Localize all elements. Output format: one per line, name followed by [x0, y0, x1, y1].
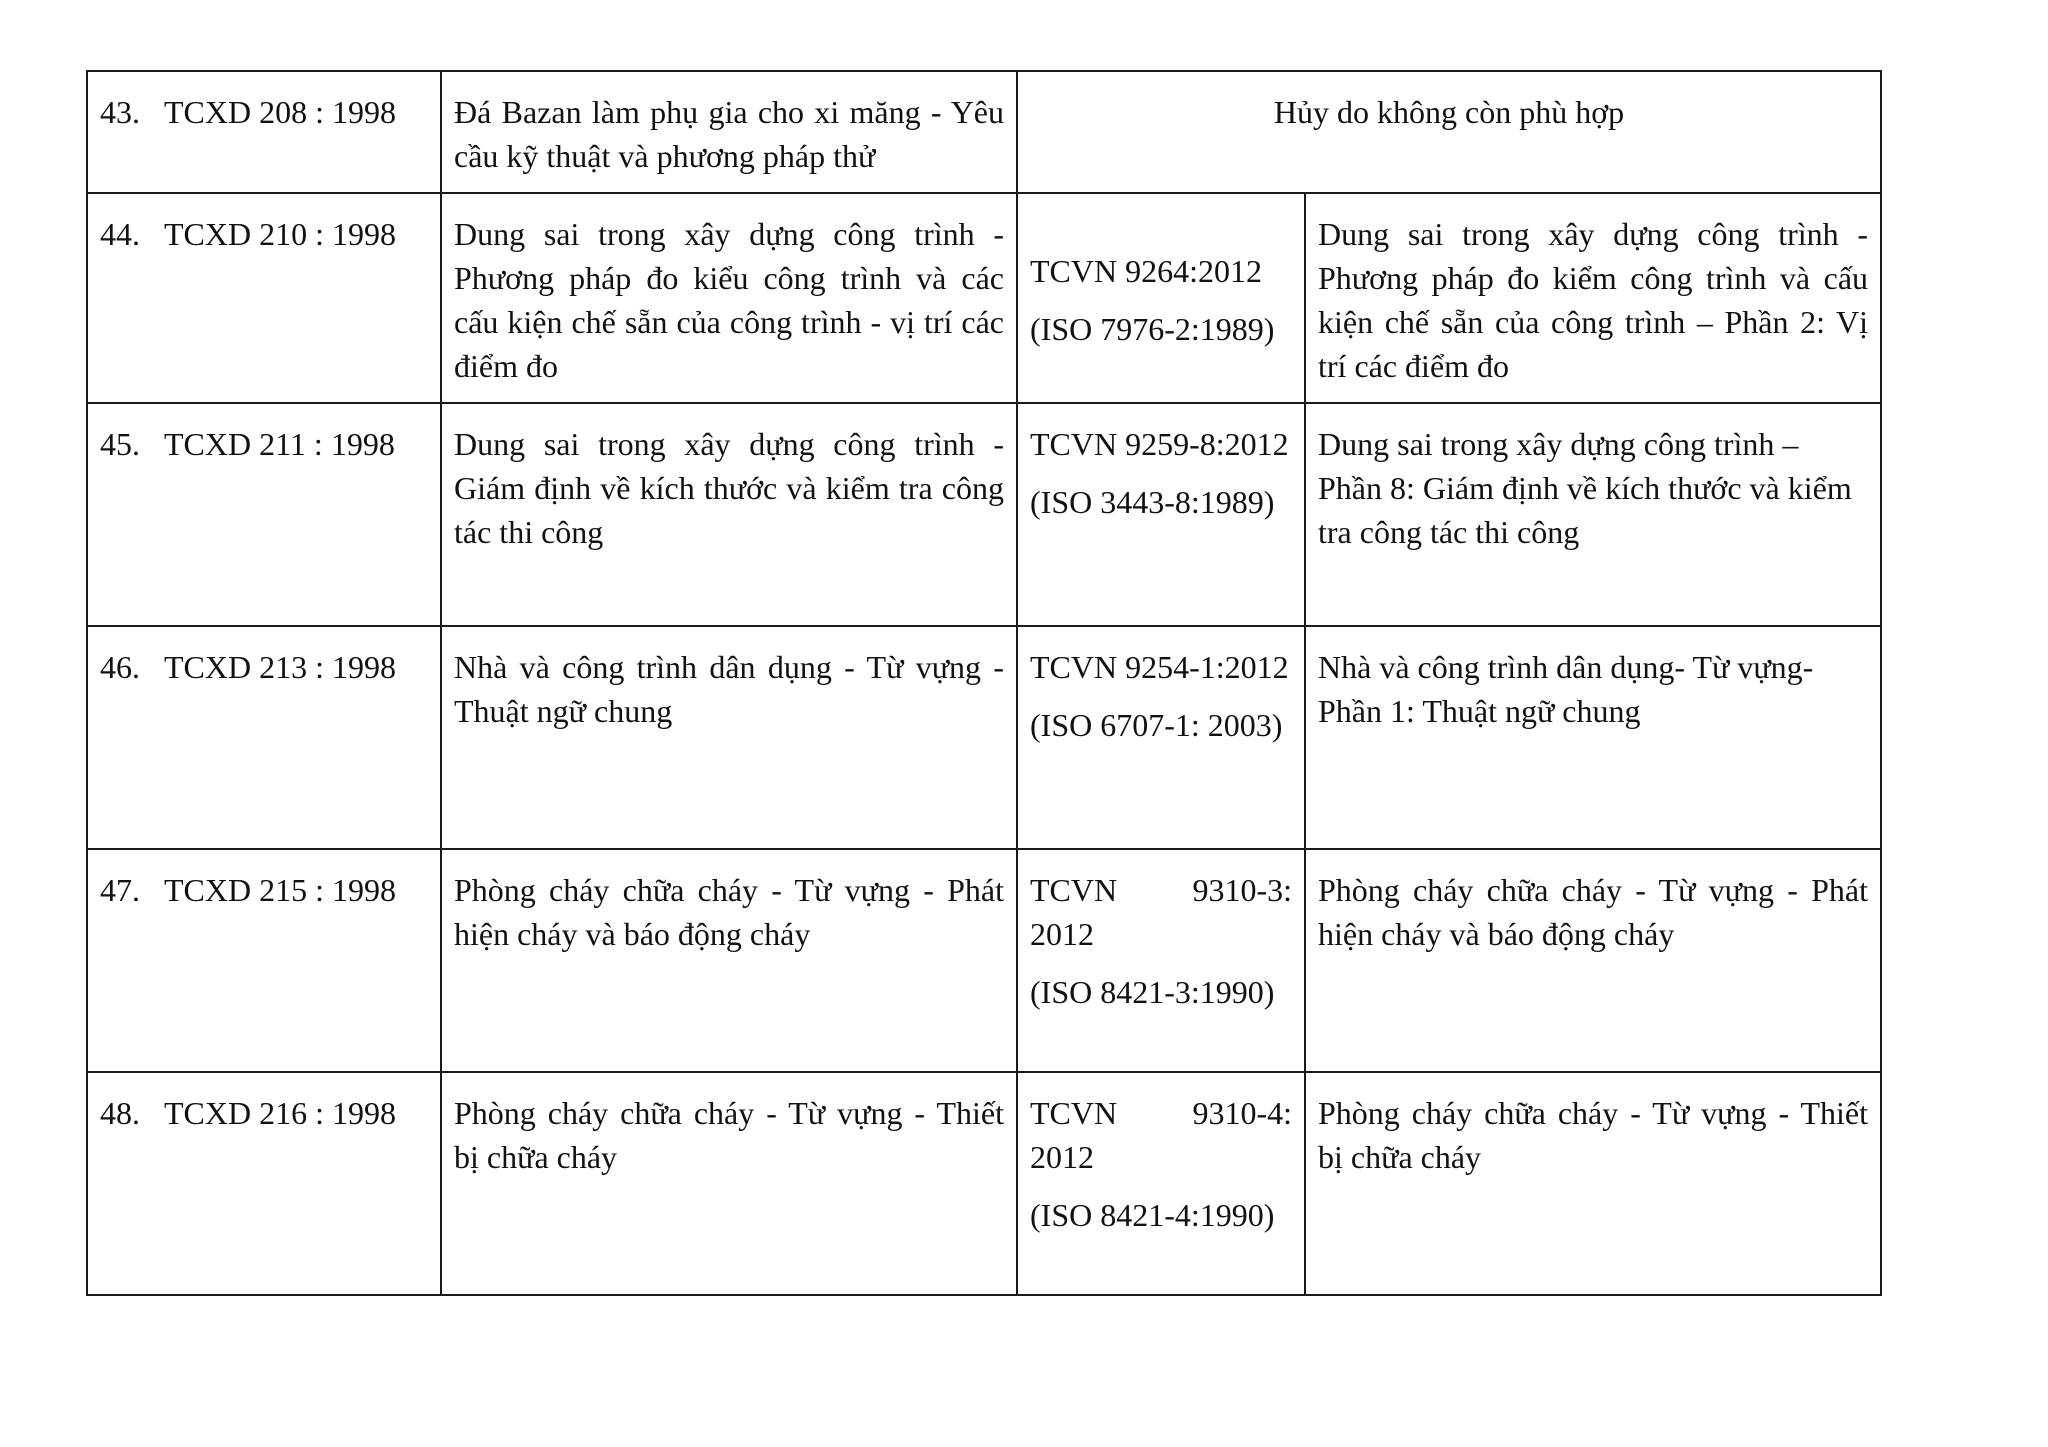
old-standard-code-cell: [87, 1072, 441, 1295]
old-standard-name: Phòng cháy chữa cháy - Từ vựng - Thiết bị chữa cháy: [441, 1072, 1017, 1295]
new-standard-code: TCVN 9264:2012: [1030, 253, 1262, 289]
new-standard-code: TCVN 9310-4: 2012: [1030, 1095, 1292, 1175]
new-standard-name: Dung sai trong xây dựng công trình – Phần 8: Giám định về kích thước và kiểm tra công tác thi công: [1305, 403, 1881, 626]
old-standard-code-cell: [87, 849, 441, 1072]
new-standard-name: Phòng cháy chữa cháy - Từ vựng - Phát hiện cháy và báo động cháy: [1305, 849, 1881, 1072]
new-standard-name: Nhà và công trình dân dụng- Từ vựng- Phần 1: Thuật ngữ chung: [1305, 626, 1881, 849]
old-standard-code-cell: [87, 403, 441, 626]
iso-reference: (ISO 8421-4:1990): [1030, 1197, 1275, 1233]
iso-reference: (ISO 6707-1: 2003): [1030, 707, 1283, 743]
old-standard-code: TCXD 211 : 1998: [164, 426, 395, 462]
old-standard-code: TCXD 213 : 1998: [164, 649, 396, 685]
old-standard-name: Đá Bazan làm phụ gia cho xi măng - Yêu cầu kỹ thuật và phương pháp thử: [441, 71, 1017, 193]
old-standard-code-cell: [87, 626, 441, 849]
new-standard-code: TCVN 9310-3: 2012: [1030, 872, 1292, 952]
replacement-status: Hủy do không còn phù hợp: [1017, 71, 1881, 193]
table-row: [87, 71, 1881, 193]
new-standard-name: Phòng cháy chữa cháy - Từ vựng - Thiết bị chữa cháy: [1305, 1072, 1881, 1295]
new-standard-code: TCVN 9259-8:2012: [1030, 426, 1289, 462]
new-standard-code-cell: [1017, 849, 1305, 1072]
old-standard-name: Dung sai trong xây dựng công trình - Phương pháp đo kiểu công trình và các cấu kiện chế sẵn của công trình - vị trí các điểm đo: [441, 193, 1017, 403]
old-standard-code-cell: [87, 71, 441, 193]
row-number: 44.: [100, 216, 140, 252]
iso-reference: (ISO 3443-8:1989): [1030, 484, 1275, 520]
new-standard-code: TCVN 9254-1:2012: [1030, 649, 1289, 685]
new-standard-code-cell: [1017, 1072, 1305, 1295]
table-row: [87, 1072, 1881, 1295]
old-standard-code: TCXD 215 : 1998: [164, 872, 396, 908]
old-standard-name: Dung sai trong xây dựng công trình - Giám định về kích thước và kiểm tra công tác thi công: [441, 403, 1017, 626]
old-standard-code: TCXD 210 : 1998: [164, 216, 396, 252]
table-row: [87, 403, 1881, 626]
table-row: [87, 193, 1881, 403]
new-standard-code-cell: [1017, 403, 1305, 626]
old-standard-code: TCXD 208 : 1998: [164, 94, 396, 130]
row-number: 45.: [100, 426, 140, 462]
iso-reference: (ISO 7976-2:1989): [1030, 311, 1275, 347]
new-standard-name: Dung sai trong xây dựng công trình - Phương pháp đo kiểm công trình và cấu kiện chế sẵn của công trình – Phần 2: Vị trí các điểm đo: [1305, 193, 1881, 403]
iso-reference: (ISO 8421-3:1990): [1030, 974, 1275, 1010]
old-standard-name: Nhà và công trình dân dụng - Từ vựng - Thuật ngữ chung: [441, 626, 1017, 849]
new-standard-code-cell: [1017, 193, 1305, 403]
standards-table: [86, 70, 1882, 1296]
row-number: 47.: [100, 872, 140, 908]
old-standard-code: TCXD 216 : 1998: [164, 1095, 396, 1131]
row-number: 48.: [100, 1095, 140, 1131]
old-standard-code-cell: [87, 193, 441, 403]
row-number: 43.: [100, 94, 140, 130]
old-standard-name: Phòng cháy chữa cháy - Từ vựng - Phát hiện cháy và báo động cháy: [441, 849, 1017, 1072]
table-row: [87, 626, 1881, 849]
table-row: [87, 849, 1881, 1072]
new-standard-code-cell: [1017, 626, 1305, 849]
row-number: 46.: [100, 649, 140, 685]
